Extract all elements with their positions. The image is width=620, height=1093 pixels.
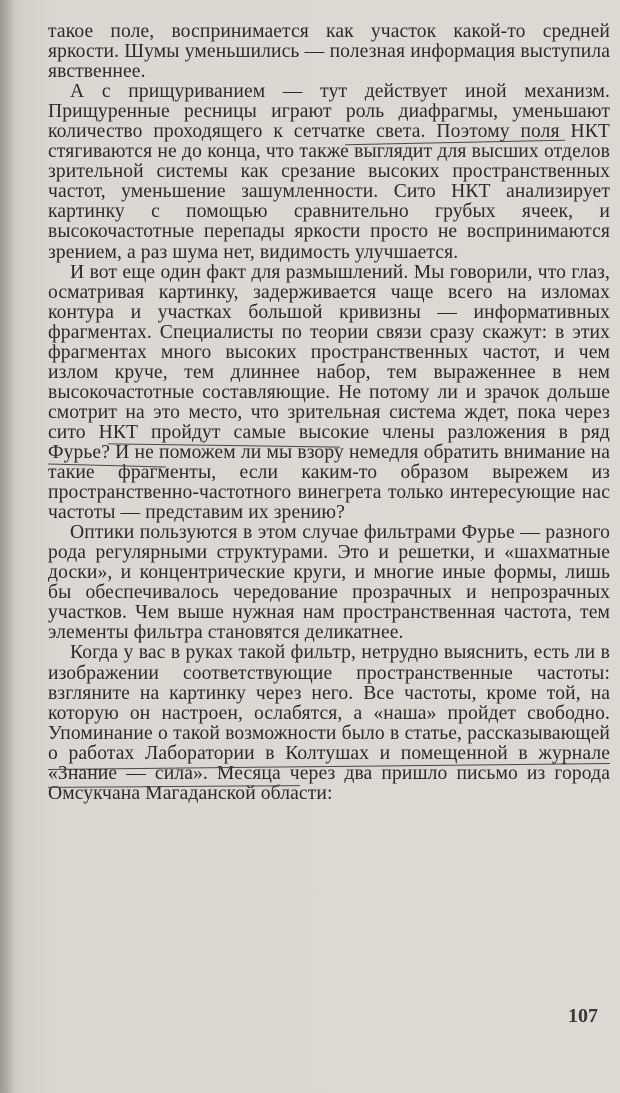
paragraph-4: Оптики пользуются в этом случае фильтрами Фурье — разного рода регулярными структурами. Это и решетки, и «шахматные доски», и концентрические круги, и многие иные формы, лишь бы обеспечивалось чередование прозрачных и непрозрачных участков. Чем выше нужная нам пространственная частота, тем элементы фильтра становятся деликатнее. [48,522,610,644]
paragraph-5: Когда у вас в руках такой фильтр, нетрудно выяснить, есть ли в изображении соответствующие пространственные частоты: взгляните на картинку через него. Все частоты, кроме той, на которую он настроен, ослабятся, а «наша» пройдет свободно. Упоминание о такой возможности было в статье, рассказывающей о работах Лаборатории в Колтушах и помещенной в журнале «Знание — сила». Месяца через два пришло письмо из города Омсукчана Магаданской области: [48,642,610,804]
page-text [48,22,610,804]
page-number: 107 [568,1005,598,1027]
page-gutter-shadow [0,0,14,1093]
paragraph-2: А с прищуриванием — тут действует иной механизм. Прищуренные ресницы играют роль диафрагмы, уменьшают количество проходящего к сетчатке света. Поэтому поля НКТ стягиваются не до конца, что также выглядит для высших отделов зрительной системы как срезание высоких пространственных частот, уменьшение зашумленности. Сито НКТ анализирует картинку с помощью сравнительно грубых ячеек, и высокочастотные перепады яркости просто не воспринимаются зрением, а раз шума нет, видимость улучшается. [48,81,610,263]
paragraph-3: И вот еще один факт для размышлений. Мы говорили, что глаз, осматривая картинку, задерживается чаще всего на изломах контура и участках большой кривизны — информативных фрагментах. Специалисты по теории связи сразу скажут: в этих фрагментах много высоких пространственных частот, и чем излом круче, тем длиннее набор, тем выраженнее в нем высокочастотные составляющие. Не потому ли и зрачок дольше смотрит на это место, что зрительная система ждет, пока через сито НКТ пройдут самые высокие члены разложения в ряд Фурье? И не поможем ли мы взору немедля обратить внимание на такие фрагменты, если каким-то образом вырежем из пространственно-частотного винегрета только интересующие нас частоты — представим их зрению? [48,261,610,524]
paragraph-1: такое поле, воспринимается как участок какой-то средней яркости. Шумы уменьшились — полезная информация выступила явственнее. [48,21,610,83]
